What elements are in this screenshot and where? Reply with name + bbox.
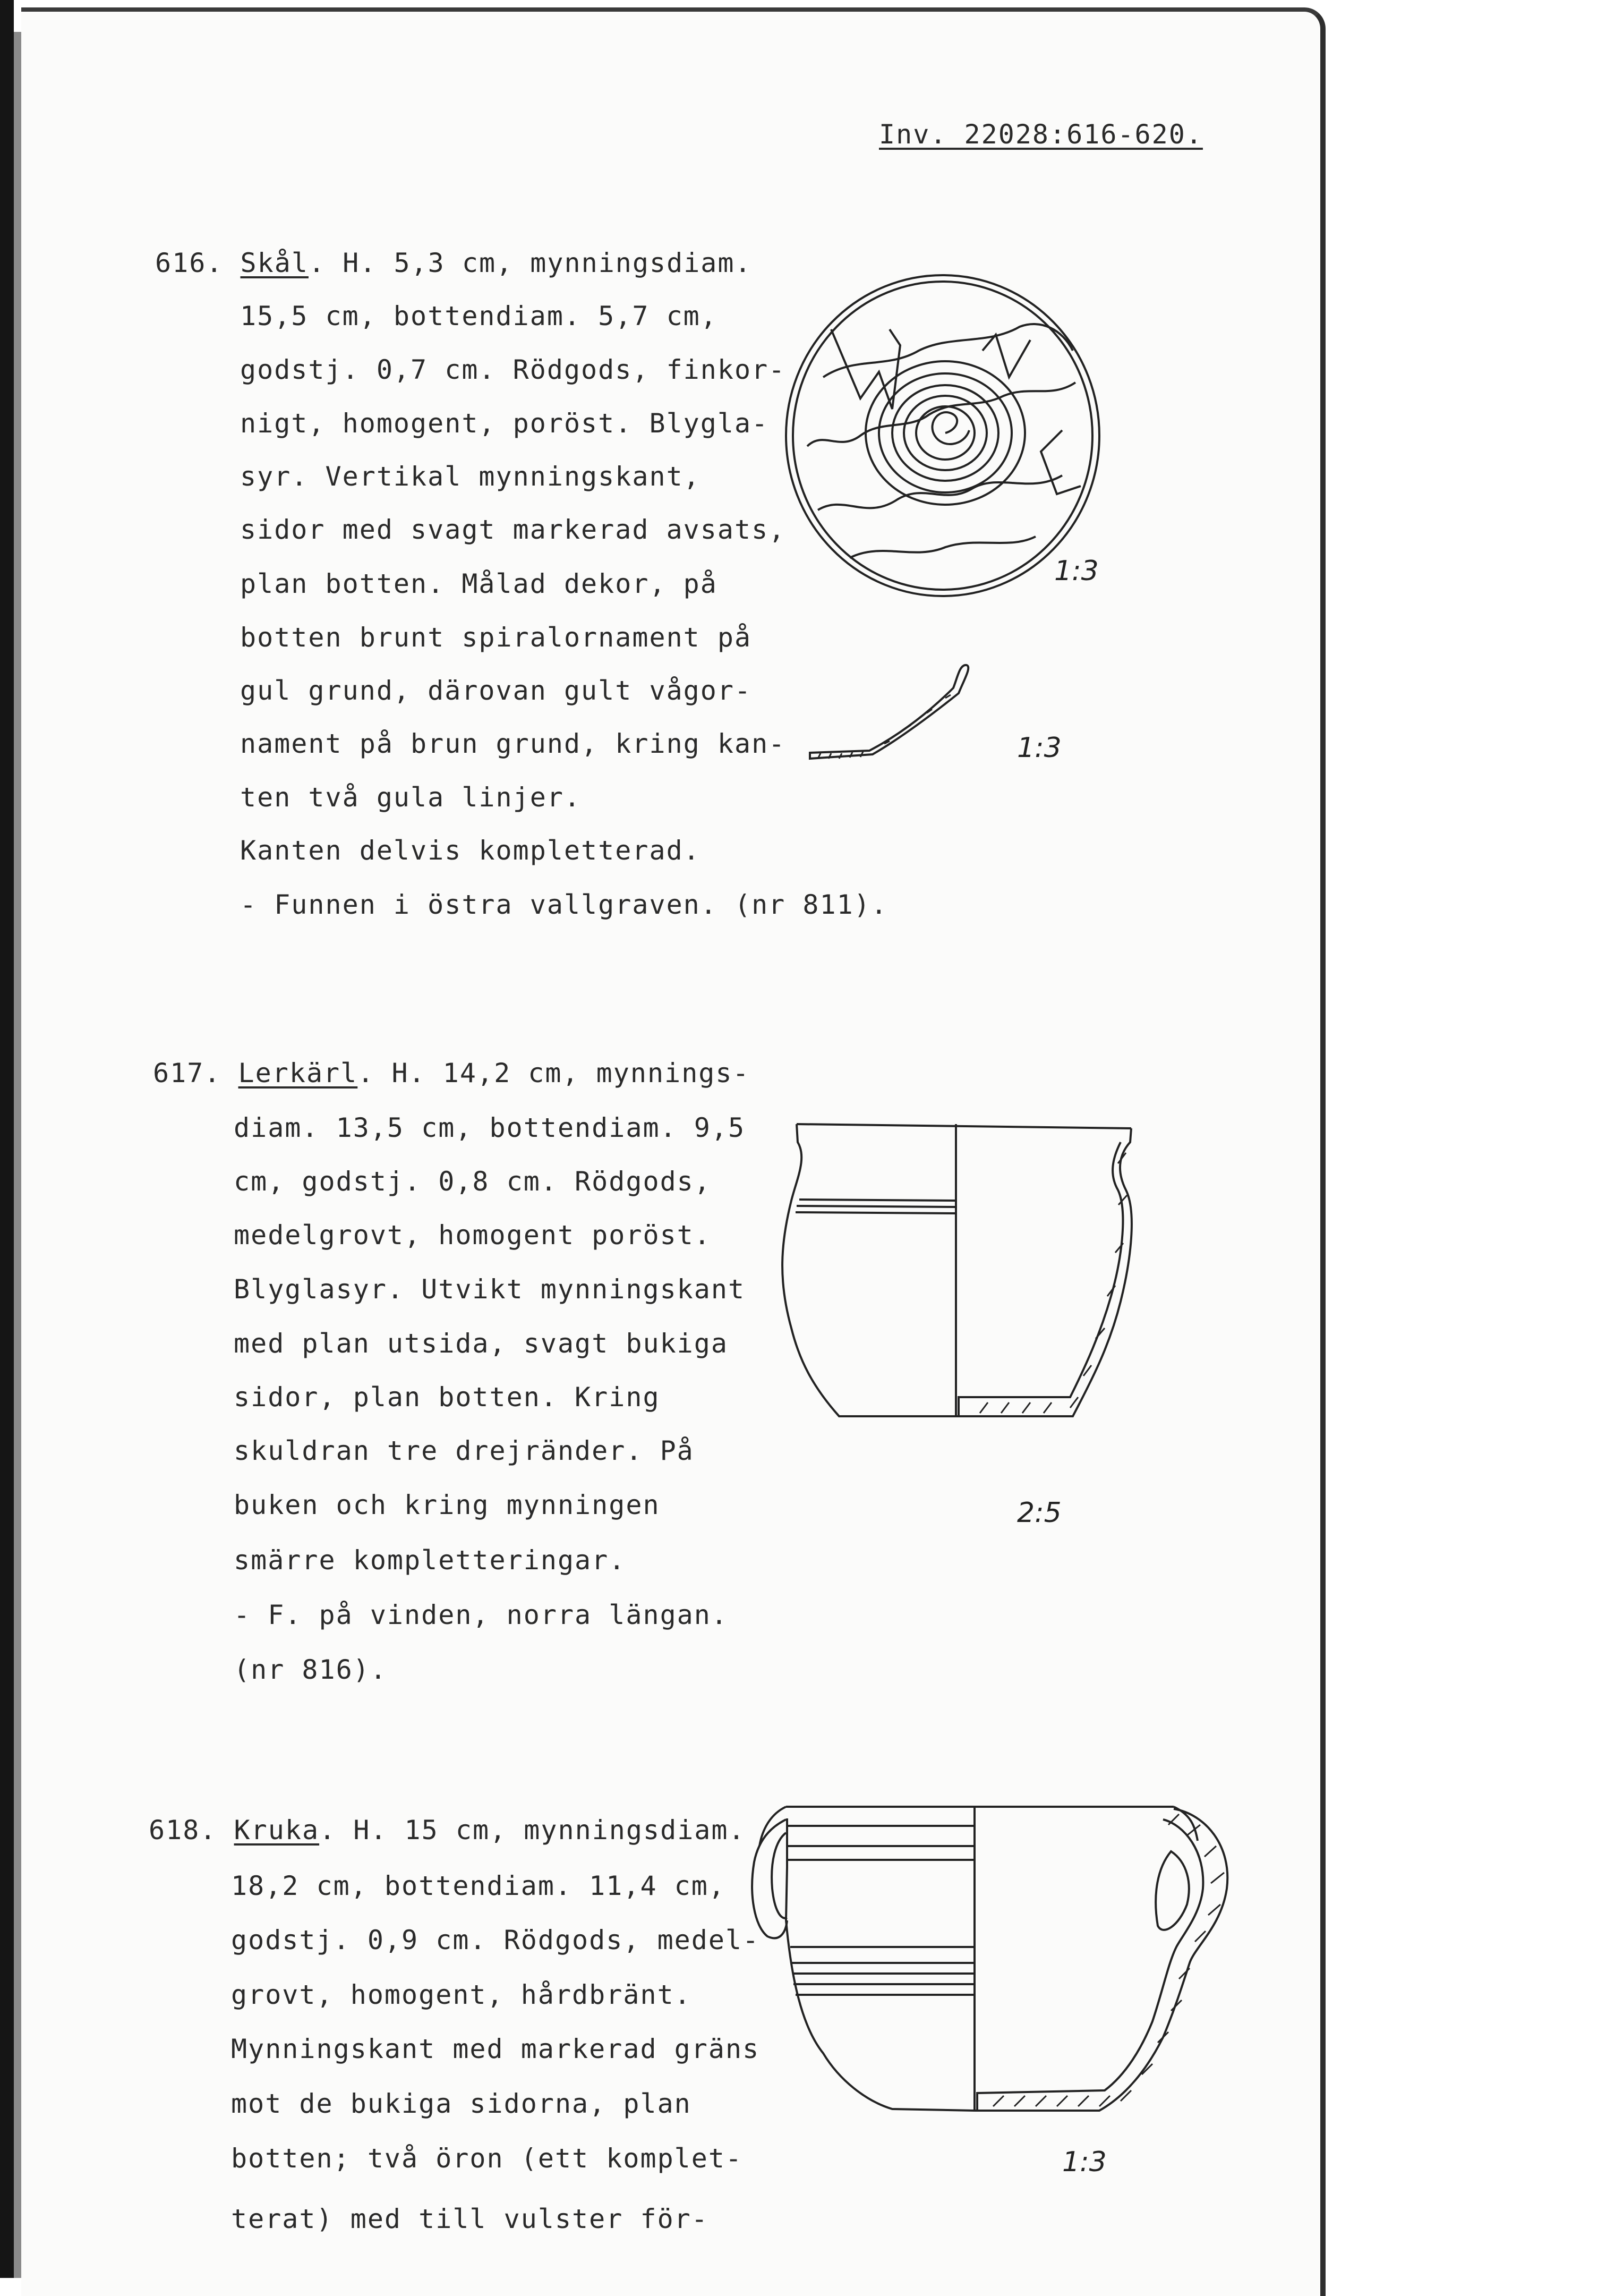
- entry-618-first-line: [149, 1815, 746, 1846]
- entry-616-line: sidor med svagt markerad avsats,: [240, 514, 786, 545]
- entry-616-line: Kanten delvis kompletterad.: [240, 835, 701, 866]
- entry-618-number: 618.: [149, 1815, 217, 1846]
- entry-617-name: Lerkärl: [238, 1058, 358, 1089]
- scale-618: 1:3: [1062, 2146, 1107, 2178]
- entry-617-first-line: [153, 1058, 750, 1089]
- entry-618-line: terat) med till vulster för-: [231, 2204, 708, 2234]
- entry-618-line: mot de bukiga sidorna, plan: [231, 2088, 691, 2119]
- entry-616-line: nament på brun grund, kring kan-: [240, 728, 786, 759]
- bowl-profile-drawing: [810, 664, 980, 776]
- entry-616-line: 15,5 cm, bottendiam. 5,7 cm,: [240, 301, 717, 331]
- entry-616-line: - Funnen i östra vallgraven. (nr 811).: [240, 889, 888, 920]
- entry-617-line: Blyglasyr. Utvikt mynningskant: [234, 1274, 746, 1305]
- entry-617-line: sidor, plan botten. Kring: [234, 1382, 660, 1413]
- entry-617-line: skuldran tre drejränder. På: [234, 1435, 694, 1466]
- entry-617-line: medelgrovt, homogent poröst.: [234, 1220, 711, 1251]
- entry-617-line: (nr 816).: [234, 1654, 387, 1685]
- vessel-617-drawing: [775, 1121, 1137, 1482]
- entry-618-line: 18,2 cm, bottendiam. 11,4 cm,: [231, 1870, 725, 1901]
- entry-617-line: diam. 13,5 cm, bottendiam. 9,5: [234, 1112, 746, 1143]
- entry-616-line-1: . H. 5,3 cm, mynningsdiam.: [308, 248, 752, 278]
- scale-617: 2:5: [1017, 1497, 1062, 1529]
- entry-617-line: - F. på vinden, norra längan.: [234, 1600, 728, 1630]
- scale-616-top-view: 1:3: [1054, 555, 1099, 587]
- entry-617-line: smärre kompletteringar.: [234, 1545, 626, 1576]
- entry-616-line: nigt, homogent, poröst. Blygla-: [240, 408, 769, 439]
- entry-616-line: ten två gula linjer.: [240, 782, 582, 813]
- vessel-618-drawing: [738, 1804, 1237, 2149]
- entry-617-number: 617.: [153, 1058, 221, 1089]
- entry-618-line: godstj. 0,9 cm. Rödgods, medel-: [231, 1925, 760, 1955]
- scan-binding-edge: [0, 0, 14, 2278]
- scale-616-profile: 1:3: [1017, 732, 1062, 764]
- entry-616-line: syr. Vertikal mynningskant,: [240, 461, 701, 492]
- entry-618-line: grovt, homogent, hårdbränt.: [231, 1979, 691, 2010]
- entry-618-line-1: . H. 15 cm, mynningsdiam.: [319, 1815, 746, 1846]
- entry-617-line: med plan utsida, svagt bukiga: [234, 1328, 728, 1359]
- entry-616-line: godstj. 0,7 cm. Rödgods, finkor-: [240, 354, 786, 385]
- entry-617-line: cm, godstj. 0,8 cm. Rödgods,: [234, 1166, 711, 1197]
- scan-shadow-edge: [14, 32, 21, 2278]
- entry-616-line: plan botten. Målad dekor, på: [240, 568, 717, 599]
- entry-617-line: buken och kring mynningen: [234, 1490, 660, 1520]
- entry-616-name: Skål: [240, 248, 309, 278]
- entry-616-line: botten brunt spiralornament på: [240, 622, 752, 653]
- inventory-number: Inv. 22028:616-620.: [879, 119, 1203, 150]
- entry-616-number: 616.: [155, 248, 224, 278]
- entry-616-first-line: [155, 250, 752, 276]
- entry-618-name: Kruka: [234, 1815, 320, 1846]
- entry-618-line: Mynningskant med markerad gräns: [231, 2034, 760, 2064]
- entry-618-line: botten; två öron (ett komplet-: [231, 2143, 743, 2174]
- entry-617-line-1: . H. 14,2 cm, mynnings-: [357, 1058, 750, 1089]
- entry-616-line: gul grund, därovan gult vågor-: [240, 675, 752, 706]
